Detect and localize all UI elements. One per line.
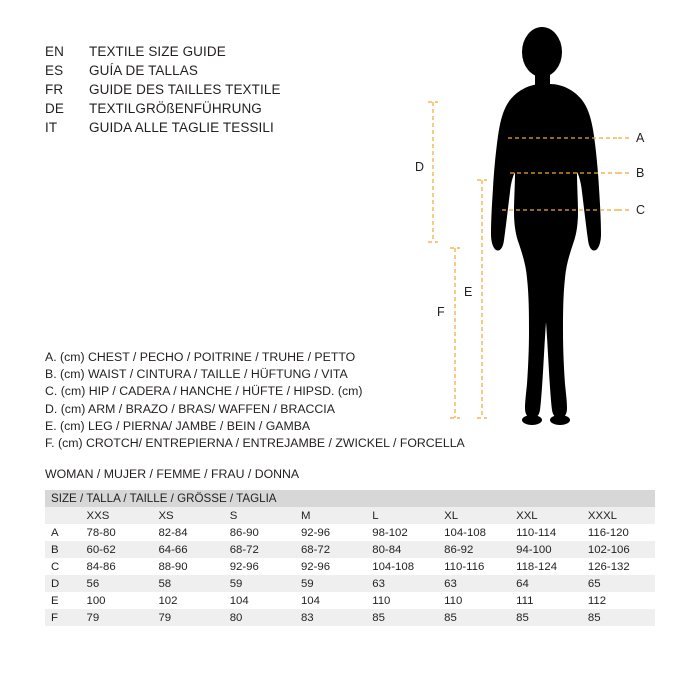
table-row (45, 609, 655, 626)
table-cell-size: XS (152, 507, 223, 524)
legend-item: C. (cm) HIP / CADERA / HANCHE / HÜFTE / HIPSD. (cm) (45, 384, 363, 399)
title-lang-code: DE (45, 101, 64, 116)
size-table (45, 490, 655, 626)
table-row (45, 541, 655, 558)
table-cell: 110-114 (510, 524, 582, 541)
table-cell: 116-120 (582, 524, 655, 541)
measurement-legend (45, 349, 465, 452)
table-cell-size-label (45, 507, 81, 524)
table-cell: 80-84 (366, 541, 438, 558)
table-cell: 56 (81, 575, 153, 592)
table-cell-size: L (366, 507, 438, 524)
table-cell: 111 (510, 592, 582, 609)
table-cell: 78-80 (81, 524, 153, 541)
table-cell-size: S (224, 507, 295, 524)
table-cell: 68-72 (295, 541, 366, 558)
table-cell: 79 (152, 609, 223, 626)
title-lang-text: GUIDE DES TAILLES TEXTILE (89, 82, 281, 97)
table-row-label: F (45, 609, 81, 626)
table-row-sizes (45, 507, 655, 524)
table-cell: 59 (295, 575, 366, 592)
title-lang-text: TEXTILGRÖßENFÜHRUNG (89, 101, 262, 116)
table-cell: 80 (224, 609, 295, 626)
table-cell: 85 (438, 609, 510, 626)
table-cell-size: M (295, 507, 366, 524)
table-cell: 110 (366, 592, 438, 609)
table-cell: 92-96 (224, 558, 295, 575)
table-cell: 64 (510, 575, 582, 592)
legend-item: A. (cm) CHEST / PECHO / POITRINE / TRUHE / PETTO (45, 350, 356, 364)
table-cell: 104 (295, 592, 366, 609)
table-row-label: C (45, 558, 81, 575)
table-row-label: D (45, 575, 81, 592)
table-cell: 59 (224, 575, 295, 592)
table-cell: 110-116 (438, 558, 510, 575)
figure-label-d: D (415, 160, 425, 174)
title-row (45, 82, 365, 101)
table-cell: 82-84 (152, 524, 223, 541)
table-cell: 92-96 (295, 558, 366, 575)
table-cell: 85 (366, 609, 438, 626)
table-cell: 84-86 (81, 558, 153, 575)
legend-item: F. (cm) CROTCH/ ENTREPIERNA / ENTREJAMBE / ZWICKEL / FORCELLA (45, 436, 465, 451)
table-cell: 85 (582, 609, 655, 626)
table-cell: 104-108 (366, 558, 438, 575)
table-cell: 60-62 (81, 541, 153, 558)
figure-label-a: A (636, 131, 645, 145)
table-cell: 85 (510, 609, 582, 626)
table-cell: 98-102 (366, 524, 438, 541)
table-cell: 118-124 (510, 558, 582, 575)
table-cell: 63 (438, 575, 510, 592)
size-table-wrapper (45, 490, 655, 626)
title-lang-code: ES (45, 63, 64, 78)
table-cell: 88-90 (152, 558, 223, 575)
table-cell: 104-108 (438, 524, 510, 541)
table-cell-size: XL (438, 507, 510, 524)
table-row-label: E (45, 592, 81, 609)
table-cell: 64-66 (152, 541, 223, 558)
table-cell-size: XXXL (582, 507, 655, 524)
table-cell: 92-96 (295, 524, 366, 541)
table-cell: 79 (81, 609, 153, 626)
title-lang-code: FR (45, 82, 64, 97)
figure-label-b: B (636, 166, 645, 180)
table-cell: 104 (224, 592, 295, 609)
figure-label-c: C (636, 203, 646, 217)
legend-item: D. (cm) ARM / BRAZO / BRAS/ WAFFEN / BRACCIA (45, 401, 335, 416)
figure-label-f: F (437, 305, 445, 319)
table-row (45, 524, 655, 541)
table-header-row (45, 490, 655, 507)
table-cell: 68-72 (224, 541, 295, 558)
table-row (45, 558, 655, 575)
table-cell: 86-90 (224, 524, 295, 541)
table-cell-size: XXS (81, 507, 153, 524)
table-cell: 126-132 (582, 558, 655, 575)
title-row (45, 101, 365, 120)
table-cell: 94-100 (510, 541, 582, 558)
table-row-label: B (45, 541, 81, 558)
table-row-label: A (45, 524, 81, 541)
table-cell: 112 (582, 592, 655, 609)
table-cell: 102-106 (582, 541, 655, 558)
title-lang-text: GUIDA ALLE TAGLIE TESSILI (89, 120, 274, 135)
legend-item: B. (cm) WAIST / CINTURA / TAILLE / HÜFTUNG / VITA (45, 367, 348, 382)
title-lang-code: EN (45, 44, 64, 59)
table-cell: 86-92 (438, 541, 510, 558)
table-header-title: SIZE / TALLA / TAILLE / GRÖSSE / TAGLIA (45, 490, 655, 507)
figure-label-e: E (464, 285, 473, 299)
title-row (45, 120, 365, 139)
table-cell: 102 (152, 592, 223, 609)
table-cell: 63 (366, 575, 438, 592)
title-row (45, 44, 365, 63)
table-cell: 65 (582, 575, 655, 592)
title-lang-text: GUÍA DE TALLAS (89, 63, 198, 78)
table-cell: 58 (152, 575, 223, 592)
table-cell: 110 (438, 592, 510, 609)
gender-label: WOMAN / MUJER / FEMME / FRAU / DONNA (45, 467, 300, 481)
title-lang-code: IT (45, 120, 58, 135)
legend-item: E. (cm) LEG / PIERNA/ JAMBE / BEIN / GAMBA (45, 418, 311, 433)
table-cell-size: XXL (510, 507, 582, 524)
table-cell: 100 (81, 592, 153, 609)
table-row (45, 575, 655, 592)
title-lang-text: TEXTILE SIZE GUIDE (89, 44, 226, 59)
title-block (45, 44, 365, 139)
table-cell: 83 (295, 609, 366, 626)
table-row (45, 592, 655, 609)
title-row (45, 63, 365, 82)
